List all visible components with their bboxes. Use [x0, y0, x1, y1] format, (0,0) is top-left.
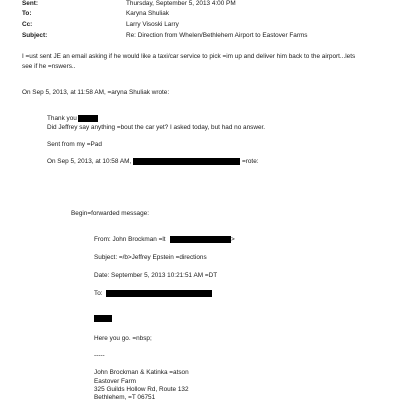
thanks-text: Thank you: [47, 115, 77, 122]
fwd-from-prefix: From: John Brockman =lt: [94, 236, 166, 243]
body-paragraph-line-1: I =ust sent JE an email asking if he would like a taxi/car service to pick =im up and deliver him back to the airport...lets: [22, 53, 356, 60]
fwd-date: Date: September 5, 2013 10:21:51 AM =DT: [94, 272, 218, 279]
question-text: Did Jeffrey say anything =bout the car yet? I asked today, but had no answer.: [47, 124, 266, 131]
sent-label: Sent:: [22, 0, 38, 7]
quote-header: On Sep 5, 2013, at 11:58 AM, =aryna Shuliak wrote:: [22, 89, 170, 96]
quote2-suffix: =rote:: [242, 158, 259, 165]
subject-label: Subject:: [22, 32, 48, 39]
to-label: To:: [22, 10, 32, 17]
signature-name: John Brockman & Katinka =atson: [94, 369, 189, 376]
quote2-prefix: On Sep 5, 2013, at 10:58 AM,: [47, 158, 132, 165]
to-value: Karyna Shuliak: [126, 10, 169, 17]
forwarded-begin: Begin=forwarded message:: [71, 210, 149, 217]
cc-label: Cc:: [22, 21, 33, 28]
fwd-from-suffix: >: [231, 236, 235, 243]
dashes-text: -----: [94, 352, 105, 359]
here-you-go-text: Here you go. =nbsp;: [94, 335, 152, 342]
cc-value: Larry Visoski Larry: [126, 21, 179, 28]
subject-value: Re: Direction from Whelen/Bethlehem Airport to Eastover Farms: [126, 32, 308, 39]
redaction-box: [170, 236, 231, 243]
fwd-to-label: To:: [94, 290, 103, 297]
signature-road: 325 Guilds Hollow Rd, Route 132: [94, 386, 189, 393]
signature-city: Bethlehem, =T 06751: [94, 394, 156, 401]
redaction-box: [78, 115, 98, 122]
sent-value: Thursday, September 5, 2013 4:00 PM: [126, 0, 236, 7]
signature-farm: Eastover Farm: [94, 378, 136, 385]
body-paragraph-line-2: see if he =nswers..: [22, 63, 76, 70]
redaction-box: [106, 290, 212, 297]
sent-from-text: Sent from my =Pad: [47, 141, 102, 148]
fwd-subject: Subject: =/b>Jeffrey Epstein =directions: [94, 254, 207, 261]
redaction-box: [133, 158, 240, 165]
redaction-box: [94, 315, 112, 322]
